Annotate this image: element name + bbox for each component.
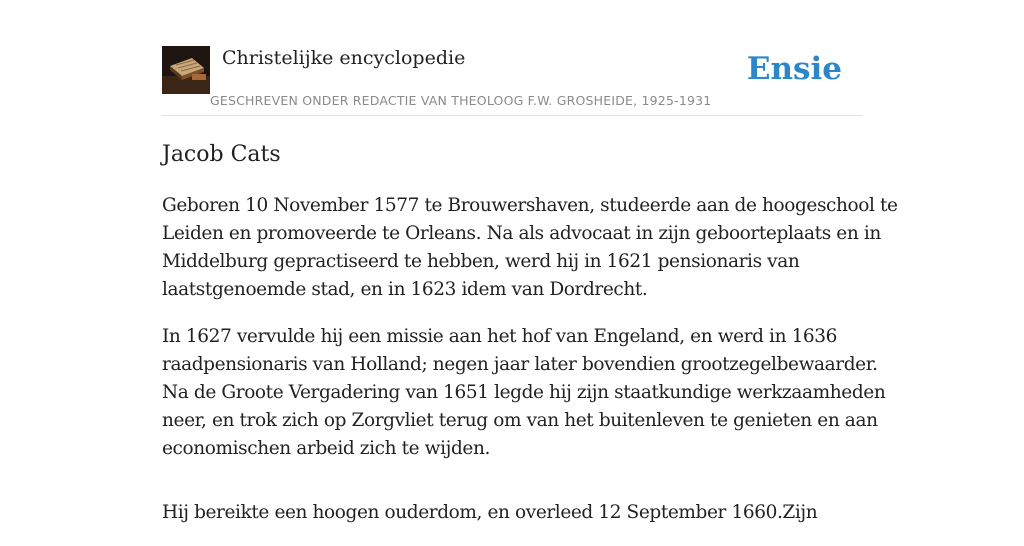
article-title: Jacob Cats [162,142,281,167]
text-line: raadpensionaris van Holland; negen jaar later bovendien grootzegelbewaarder. [162,354,878,375]
text-line: economischen arbeid zich te wijden. [162,438,490,459]
article-body [162,192,898,546]
text-line: Geboren 10 November 1577 te Brouwershaven, studeerde aan de hoogeschool te [162,195,898,216]
text-line: Na de Groote Vergadering van 1651 legde hij zijn staatkundige werkzaamheden [162,382,886,403]
paragraph [162,192,898,304]
paragraph [162,499,862,527]
paragraph [162,323,886,463]
book-photo-icon [162,46,210,94]
text-line: Middelburg gepractiseerd te hebben, werd hij in 1621 pensionaris van [162,251,800,272]
source-title[interactable]: Christelijke encyclopedie [222,47,466,69]
source-header [162,46,862,116]
text-line: Leiden en promoveerde te Orleans. Na als advocaat in zijn geboorteplaats en in [162,223,881,244]
text-line: Hij bereikte een hoogen ouderdom, en overleed 12 September 1660.Zijn [162,502,818,523]
text-line: laatstgenoemde stad, en in 1623 idem van Dordrecht. [162,279,648,300]
source-avatar[interactable] [162,46,210,94]
source-subtitle: GESCHREVEN ONDER REDACTIE VAN THEOLOOG F.W. GROSHEIDE, 1925-1931 [210,93,712,108]
brand-logo[interactable]: Ensie [746,51,842,87]
text-line: neer, en trok zich op Zorgvliet terug om van het buitenleven te genieten en aan [162,410,878,431]
text-line: In 1627 vervulde hij een missie aan het hof van Engeland, en werd in 1636 [162,326,838,347]
